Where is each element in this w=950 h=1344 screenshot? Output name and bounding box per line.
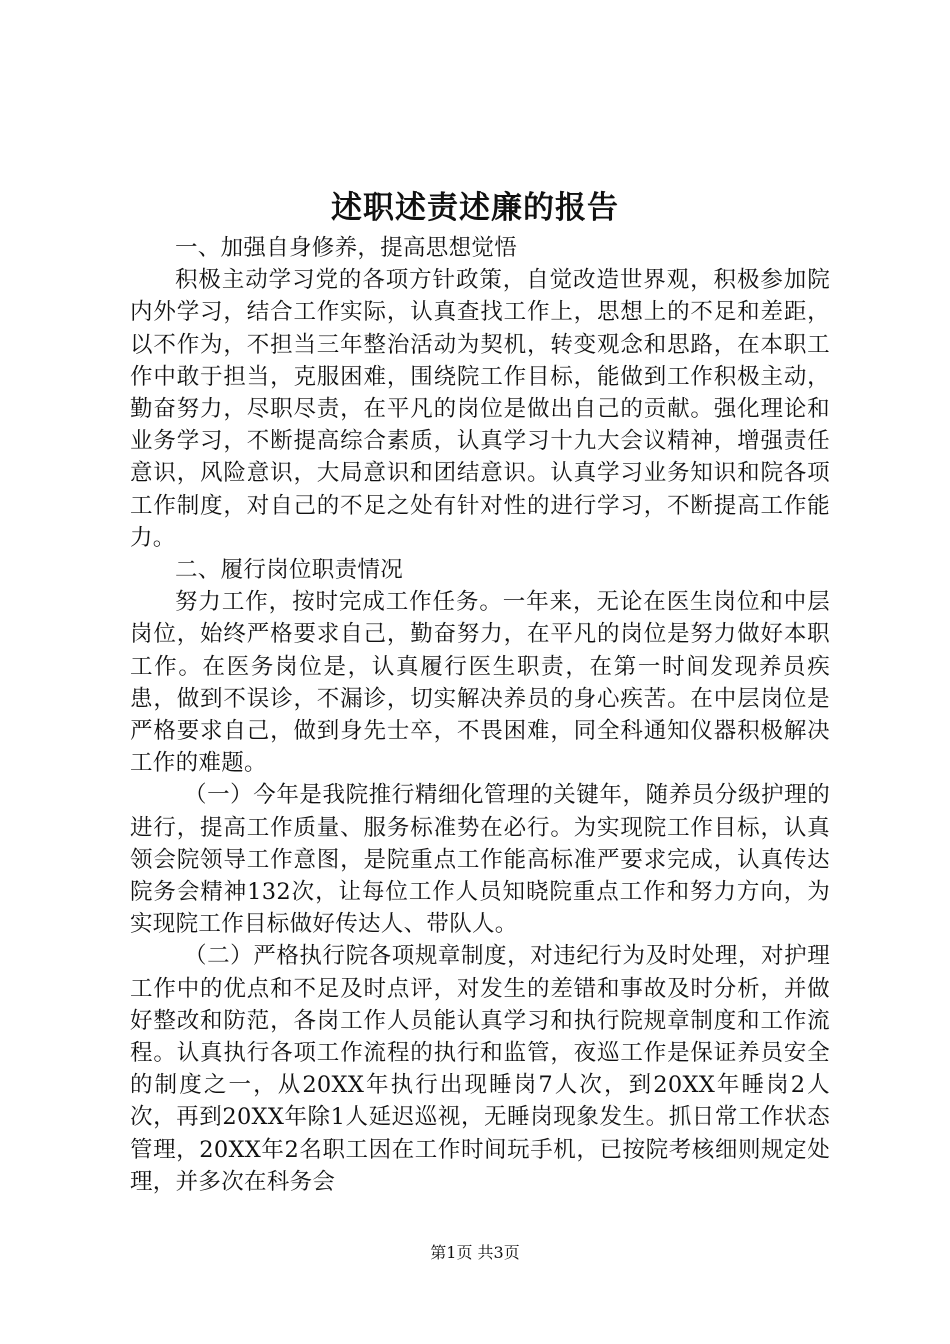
page-footer: 第1页 共3页 xyxy=(430,1243,520,1262)
document-title: 述职述责述廉的报告 xyxy=(331,190,619,226)
paragraph-1: 积极主动学习党的各项方针政策，自觉改造世界观，积极参加院内外学习，结合工作实际，认真查找工作上，思想上的不足和差距，以不作为，不担当三年整治活动为契机，转变观念和思路，在本职工作中敢于担当，克服困难，围绕院工作目标，能做到工作积极主动，勤奋努力，尽职尽责，在平凡的岗位是做出自己的贡献。强化理论和业务学习，不断提高综合素质，认真学习十九大会议精神，增强责任意识，风险意识，大局意识和团结意识。认真学习业务知识和院各项工作制度，对自己的不足之处有针对性的进行学习，不断提高工作能力。 xyxy=(130,267,830,551)
document-body xyxy=(130,232,830,1198)
paragraph-4: （二）严格执行院各项规章制度，对违纪行为及时处理，对护理工作中的优点和不足及时点评，对发生的差错和事故及时分析，并做好整改和防范，各岗工作人员能认真学习和执行院规章制度和工作流程。认真执行各项工作流程的执行和监管，夜巡工作是保证养员安全的制度之一，从20XX年执行出现睡岗7人次，到20XX年睡岗2人次，再到20XX年除1人延迟巡视，无睡岗现象发生。抓日常工作状态管理，20XX年2名职工因在工作时间玩手机，已按院考核细则规定处理，并多次在科务会 xyxy=(130,943,830,1195)
section-heading-2: 二、履行岗位职责情况 xyxy=(175,557,404,584)
section-heading-1: 一、加强自身修养，提高思想觉悟 xyxy=(175,235,518,261)
paragraph-2: 努力工作，按时完成工作任务。一年来，无论在医生岗位和中层岗位，始终严格要求自己，勤奋努力，在平凡的岗位是努力做好本职工作。在医务岗位是，认真履行医生职责，在第一时间发现养员疾患，做到不误诊，不漏诊，切实解决养员的身心疾苦。在中层岗位是严格要求自己，做到身先士卒，不畏困难，同全科通知仪器积极解决工作的难题。 xyxy=(130,589,830,777)
paragraph-3: （一）今年是我院推行精细化管理的关键年，随养员分级护理的进行，提高工作质量、服务标准势在必行。为实现院工作目标，认真领会院领导工作意图，是院重点工作能高标准严要求完成，认真传达院务会精神132次，让每位工作人员知晓院重点工作和努力方向，为实现院工作目标做好传达人、带队人。 xyxy=(130,782,830,938)
